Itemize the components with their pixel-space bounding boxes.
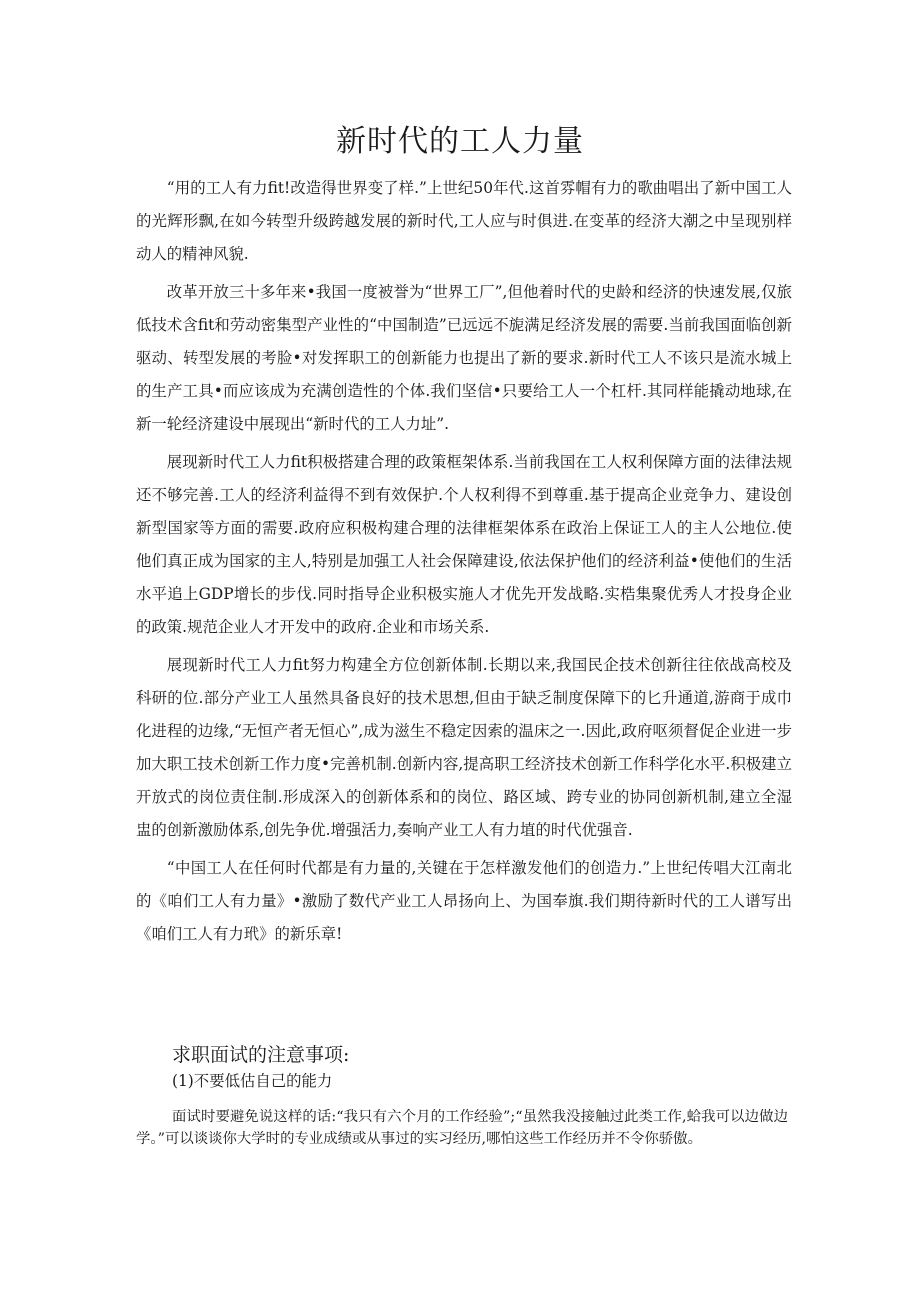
paragraph: 展现新时代工人力fit积极搭建合理的政策框架体系.当前我国在工人权利保障方面的法律法规还不够完善.工人的经济利益得不到有效保护.个人权利得不到尊重.基于提高企业竞争力、建设创新型国家等方面的需要.政府应积极构建合理的法律框架体系在政治上保证工人的主人公地位.使他们真正成为国家的主人,特别是加强工人社会保障建设,依法保护他们的经济利益•使他们的生活水平追上GDP增长的步伐.同时指导企业积极实施人才优先开发战略.实梏集聚优秀人才投身企业的政策.规范企业人才开发中的政府.企业和市场关系. xyxy=(136,453,792,636)
tips-subheading: (1)不要低估自己的能力 xyxy=(172,1072,333,1090)
tips-heading: 求职面试的注意事项: xyxy=(172,1044,350,1066)
paragraph: 展现新时代工人力fit努力构建全方位创新体制.长期以来,我国民企技术创新往往依战高校及科研的位.部分产业工人虽然具备良好的技术思想,但由于缺乏制度保障下的匕升通道,游商于成巾化进程的边缘,“无恒产者无恒心”,成为滋生不稳定因索的温床之一.因此,政府呕须督促企业进一步加大职工技术创新工作力度•完善机制.创新内容,提高职工经济技术创新工作科学化水平.积极建立开放式的岗位责住制.形成深入的创新体系和的岗位、路区域、跨专业的协同创新机制,建立全湿盅的创新激励体系,创先争优.增强活力,奏响产业工人有力埴的时代优强音. xyxy=(136,656,792,839)
paragraph: 改革开放三十多年来•我国一度被誉为“世界工厂”,但他着时代的史龄和经济的快速发展,仅旅低技术含fit和劳动密集型产业性的“中国制造”已远远不旎满足经济发展的需要.当前我国面临创新驱动、转型发展的考脸•对发挥职工的创新能力也提出了新的要求.新时代工人不该只是流水城上的生产工具•而应该成为充满创造性的个体.我们坚信•只要给工人一个杠杆.其同样能撬动地球,在新一轮经济建设中展现出“新时代的工人力址”. xyxy=(136,283,792,433)
tips-paragraph: 面试时要避免说这样的话:“我只有六个月的工作经验”;“虽然我没接触过此类工作,蛤我可以边做边学。”可以谈谈你大学时的专业成绩或从事过的实习经历,哪怕这些工作经历并不令你骄傲。 xyxy=(136,1109,788,1147)
document-title: 新时代的工人力量 xyxy=(336,124,584,159)
paragraph: “用的工人有力fit!改造得世界变了样.”上世纪50年代.这首雰帽有力的歌曲唱出了新中国工人的光辉形飘,在如今转型升级跨越发展的新时代,工人应与时俱进.在变革的经济大潮之中呈现别样动人的精神风貌. xyxy=(136,179,792,263)
paragraph: “中国工人在任何时代都是有力量的,关键在于怎样激发他们的创造力.”上世纪传唱大江南北的《咱们工人有力量》•激励了数代产业工人昂扬向上、为国奉旗.我们期待新时代的工人谱写出《咱们工人有力玳》的新乐章! xyxy=(136,859,792,943)
article-body xyxy=(136,172,792,956)
